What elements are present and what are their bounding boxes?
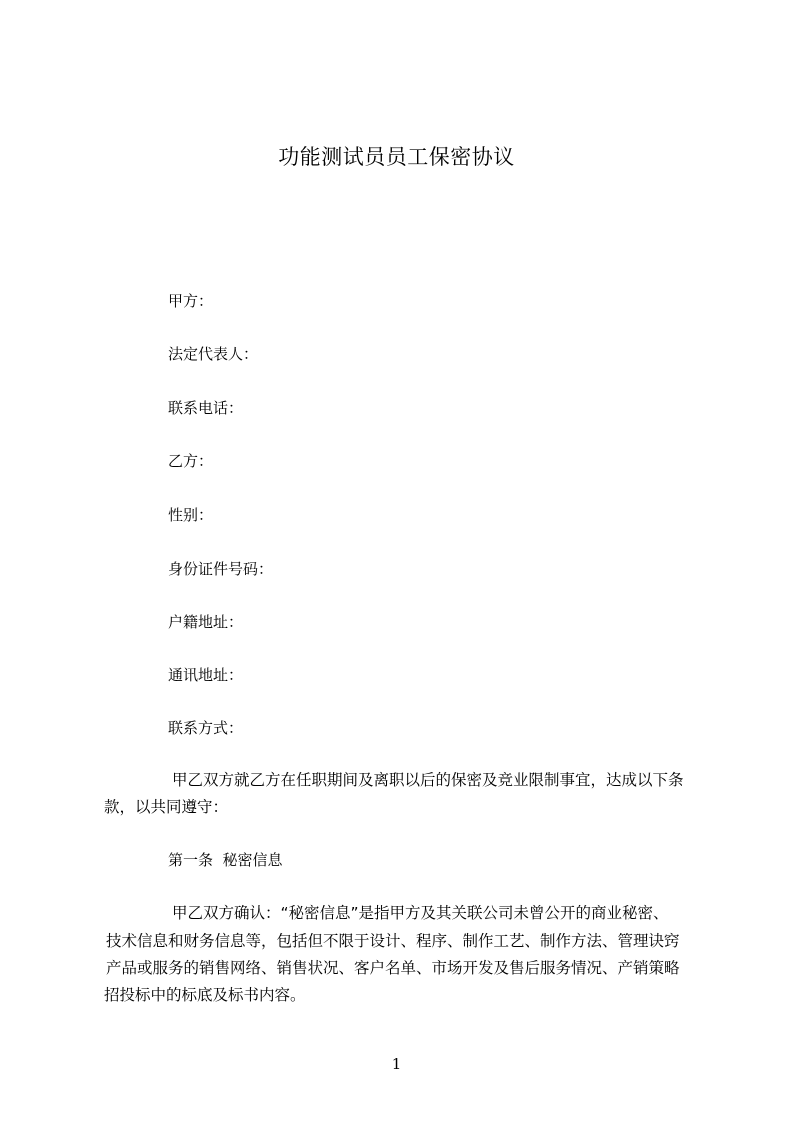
- field-household-address: 户籍地址：: [168, 613, 244, 631]
- field-contact-phone: 联系电话：: [168, 399, 244, 417]
- field-contact-method: 联系方式：: [168, 719, 244, 737]
- article-1-line-1: 甲乙双方确认：“秘密信息”是指甲方及其关联公司未曾公开的商业秘密、: [172, 904, 669, 922]
- article-1-line-2: 技术信息和财务信息等，包括但不限于设计、程序、制作工艺、制作方法、管理诀窍: [106, 932, 680, 950]
- preamble-line-2: 款，以共同遵守：: [104, 798, 229, 816]
- document-title: 功能测试员员工保密协议: [278, 145, 515, 169]
- article-1-line-3: 产品或服务的销售网络、销售状况、客户名单、市场开发及售后服务情况、产销策略: [106, 959, 680, 977]
- field-party-a: 甲方：: [168, 292, 214, 310]
- article-1-heading: 第一条 秘密信息: [168, 851, 283, 869]
- field-party-b: 乙方：: [168, 452, 214, 470]
- field-mailing-address: 通讯地址：: [168, 666, 244, 684]
- field-legal-representative: 法定代表人：: [168, 345, 259, 363]
- field-gender: 性别：: [168, 506, 214, 524]
- field-id-number: 身份证件号码：: [168, 560, 274, 578]
- page-number: 1: [391, 1055, 402, 1073]
- preamble-line-1: 甲乙双方就乙方在任职期间及离职以后的保密及竞业限制事宜，达成以下条: [172, 771, 684, 789]
- article-1-line-4: 招投标中的标底及标书内容。: [104, 986, 306, 1004]
